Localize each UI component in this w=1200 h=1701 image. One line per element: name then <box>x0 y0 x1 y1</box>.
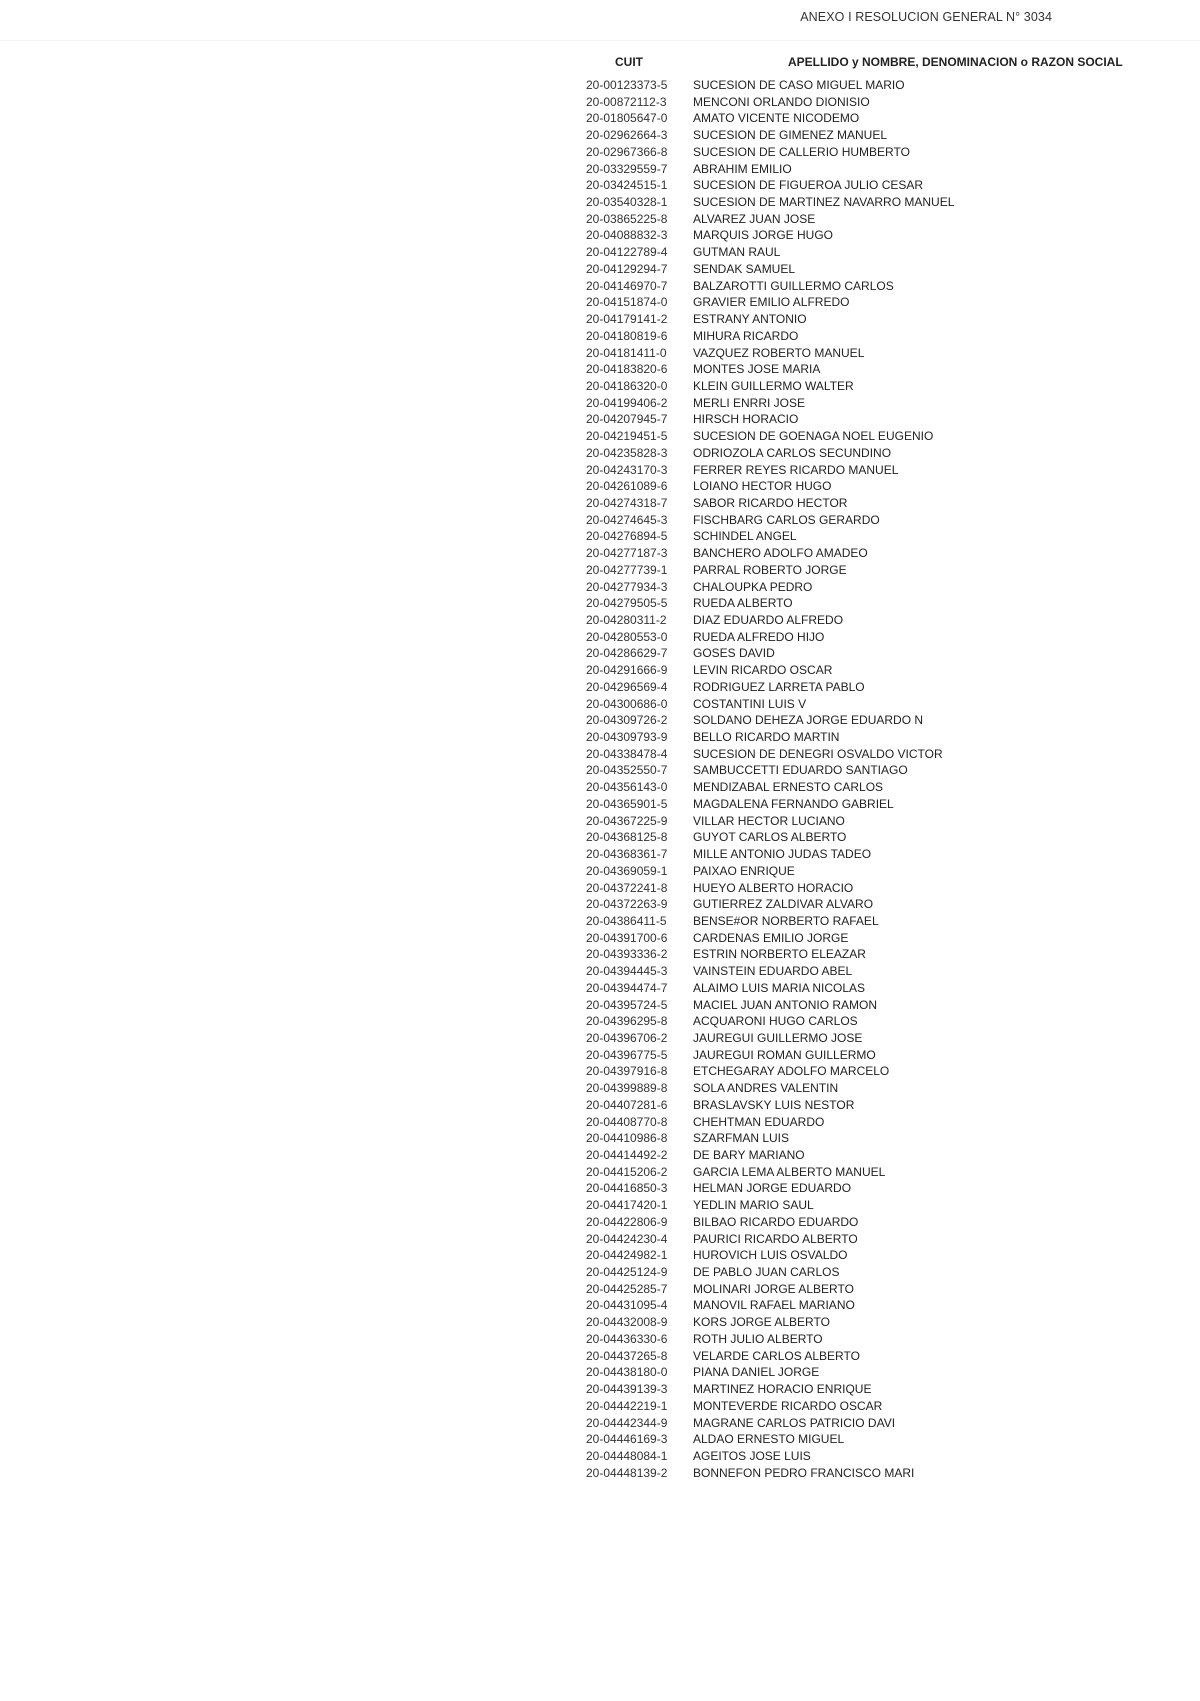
table-row <box>0 813 1200 830</box>
name-cell: BRASLAVSKY LUIS NESTOR <box>693 1097 855 1112</box>
name-cell: SABOR RICARDO HECTOR <box>693 495 848 510</box>
cuit-cell: 20-04399889-8 <box>586 1081 668 1096</box>
name-cell: COSTANTINI LUIS V <box>693 696 807 711</box>
document-title: ANEXO I RESOLUCION GENERAL N° 3034 <box>800 10 1052 24</box>
table-row <box>0 1013 1200 1030</box>
name-cell: PIANA DANIEL JORGE <box>693 1365 820 1380</box>
name-cell: PARRAL ROBERTO JORGE <box>693 562 847 577</box>
cuit-cell: 20-04394474-7 <box>586 980 668 995</box>
name-cell: MIHURA RICARDO <box>693 328 799 343</box>
name-cell: KLEIN GUILLERMO WALTER <box>693 378 854 393</box>
cuit-cell: 20-04437265-8 <box>586 1348 668 1363</box>
name-cell: ODRIOZOLA CARLOS SECUNDINO <box>693 445 892 460</box>
name-cell: SUCESION DE CALLERIO HUMBERTO <box>693 144 910 159</box>
table-row <box>0 378 1200 395</box>
table-row <box>0 1231 1200 1248</box>
table-row <box>0 1147 1200 1164</box>
cuit-cell: 20-04179141-2 <box>586 312 668 327</box>
table-row <box>0 1063 1200 1080</box>
table-row <box>0 1398 1200 1415</box>
table-row <box>0 278 1200 295</box>
table-row <box>0 1465 1200 1482</box>
name-cell: ALDAO ERNESTO MIGUEL <box>693 1432 845 1447</box>
cuit-cell: 20-04180819-6 <box>586 328 668 343</box>
name-cell: DIAZ EDUARDO ALFREDO <box>693 613 844 627</box>
table-row <box>0 395 1200 412</box>
cuit-cell: 20-04372241-8 <box>586 880 668 895</box>
table-row <box>0 846 1200 863</box>
cuit-cell: 20-04436330-6 <box>586 1331 668 1346</box>
name-cell: BONNEFON PEDRO FRANCISCO MARI <box>693 1465 915 1480</box>
cuit-cell: 20-04424982-1 <box>586 1248 668 1263</box>
table-row <box>0 244 1200 261</box>
name-cell: VILLAR HECTOR LUCIANO <box>693 813 845 828</box>
cuit-cell: 20-04280553-0 <box>586 629 668 644</box>
table-row <box>0 1247 1200 1264</box>
cuit-cell: 20-01805647-0 <box>586 111 668 126</box>
header-divider <box>0 40 1200 41</box>
name-cell: HUROVICH LUIS OSVALDO <box>693 1248 848 1263</box>
cuit-cell: 20-04277187-3 <box>586 546 668 561</box>
name-cell: AMATO VICENTE NICODEMO <box>693 111 860 126</box>
name-cell: LEVIN RICARDO OSCAR <box>693 663 833 678</box>
name-cell: MOLINARI JORGE ALBERTO <box>693 1281 854 1296</box>
name-cell: MENDIZABAL ERNESTO CARLOS <box>693 780 884 795</box>
cuit-cell: 20-04338478-4 <box>586 746 668 761</box>
table-row <box>0 1281 1200 1298</box>
cuit-cell: 20-04181411-0 <box>586 345 667 360</box>
cuit-cell: 20-04396775-5 <box>586 1047 668 1062</box>
cuit-cell: 20-02962664-3 <box>586 128 668 143</box>
name-cell: MERLI ENRRI JOSE <box>693 395 806 410</box>
name-cell: ESTRIN NORBERTO ELEAZAR <box>693 947 866 962</box>
cuit-cell: 20-04277934-3 <box>586 579 668 594</box>
table-row <box>0 629 1200 646</box>
name-cell: BELLO RICARDO MARTIN <box>693 730 840 745</box>
name-cell: MONTEVERDE RICARDO OSCAR <box>693 1398 883 1413</box>
cuit-cell: 20-04408770-8 <box>586 1114 668 1129</box>
cuit-cell: 20-04394445-3 <box>586 964 668 979</box>
cuit-cell: 20-04356143-0 <box>586 780 668 795</box>
table-row <box>0 110 1200 127</box>
name-cell: VELARDE CARLOS ALBERTO <box>693 1348 860 1363</box>
table-row <box>0 1314 1200 1331</box>
table-row <box>0 612 1200 629</box>
name-cell: SUCESION DE GIMENEZ MANUEL <box>693 128 888 143</box>
cuit-cell: 20-04395724-5 <box>586 997 668 1012</box>
name-cell: GUTIERREZ ZALDIVAR ALVARO <box>693 897 874 912</box>
cuit-cell: 20-04367225-9 <box>586 813 668 828</box>
table-row <box>0 729 1200 746</box>
column-header-name: APELLIDO y NOMBRE, DENOMINACION o RAZON SOCIAL <box>788 55 1123 69</box>
name-cell: PAURICI RICARDO ALBERTO <box>693 1231 858 1246</box>
table-row <box>0 144 1200 161</box>
table-row <box>0 1114 1200 1131</box>
table-row <box>0 1097 1200 1114</box>
table-row <box>0 328 1200 345</box>
cuit-cell: 20-04296569-4 <box>586 679 668 694</box>
table-row <box>0 796 1200 813</box>
table-row <box>0 495 1200 512</box>
name-cell: BALZAROTTI GUILLERMO CARLOS <box>693 278 894 293</box>
cuit-cell: 20-02967366-8 <box>586 144 668 159</box>
name-cell: ACQUARONI HUGO CARLOS <box>693 1014 858 1029</box>
table-row <box>0 913 1200 930</box>
cuit-cell: 20-04186320-0 <box>586 378 668 393</box>
table-row <box>0 345 1200 362</box>
table-row <box>0 1264 1200 1281</box>
table-row <box>0 997 1200 1014</box>
cuit-cell: 20-04277739-1 <box>586 562 668 577</box>
cuit-cell: 20-04183820-6 <box>586 362 668 377</box>
name-cell: YEDLIN MARIO SAUL <box>693 1198 814 1213</box>
table-row <box>0 645 1200 662</box>
cuit-cell: 20-04300686-0 <box>586 696 668 711</box>
cuit-cell: 20-00123373-5 <box>586 78 668 92</box>
name-cell: HELMAN JORGE EDUARDO <box>693 1181 852 1196</box>
cuit-cell: 20-04448084-1 <box>586 1448 668 1463</box>
table-row <box>0 445 1200 462</box>
cuit-cell: 20-04352550-7 <box>586 763 668 778</box>
cuit-cell: 20-04425285-7 <box>586 1281 668 1296</box>
table-row <box>0 545 1200 562</box>
table-row <box>0 1180 1200 1197</box>
cuit-cell: 20-04432008-9 <box>586 1315 668 1330</box>
name-cell: GRAVIER EMILIO ALFREDO <box>693 295 850 310</box>
cuit-cell: 20-04122789-4 <box>586 245 668 260</box>
name-cell: RODRIGUEZ LARRETA PABLO <box>693 679 865 694</box>
table-row <box>0 679 1200 696</box>
name-cell: BILBAO RICARDO EDUARDO <box>693 1214 859 1229</box>
table-row <box>0 512 1200 529</box>
name-cell: SAMBUCCETTI EDUARDO SANTIAGO <box>693 763 908 778</box>
cuit-cell: 20-04414492-2 <box>586 1148 668 1162</box>
name-cell: MILLE ANTONIO JUDAS TADEO <box>693 847 872 862</box>
name-cell: RUEDA ALBERTO <box>693 596 793 611</box>
table-row <box>0 1164 1200 1181</box>
table-row <box>0 829 1200 846</box>
table-row <box>0 562 1200 579</box>
table-row <box>0 261 1200 278</box>
name-cell: PAIXAO ENRIQUE <box>693 863 795 878</box>
cuit-cell: 20-04417420-1 <box>586 1198 668 1213</box>
table-row <box>0 1197 1200 1214</box>
cuit-cell: 20-04369059-1 <box>586 863 668 878</box>
name-cell: MAGRANE CARLOS PATRICIO DAVI <box>693 1415 896 1430</box>
name-cell: FERRER REYES RICARDO MANUEL <box>693 462 899 477</box>
cuit-cell: 20-04416850-3 <box>586 1181 668 1196</box>
table-row <box>0 712 1200 729</box>
cuit-cell: 20-04368361-7 <box>586 847 668 862</box>
name-cell: ESTRANY ANTONIO <box>693 312 807 327</box>
cuit-cell: 20-04280311-2 <box>586 613 667 627</box>
cuit-cell: 20-04391700-6 <box>586 930 668 945</box>
table-row <box>0 311 1200 328</box>
name-cell: MARQUIS JORGE HUGO <box>693 228 834 243</box>
table-row <box>0 946 1200 963</box>
name-cell: DE BARY MARIANO <box>693 1148 805 1162</box>
table-row <box>0 1030 1200 1047</box>
cuit-cell: 20-03540328-1 <box>586 195 668 210</box>
name-cell: JAUREGUI ROMAN GUILLERMO <box>693 1047 876 1062</box>
table-row <box>0 462 1200 479</box>
cuit-cell: 20-04393336-2 <box>586 947 668 962</box>
table-row <box>0 696 1200 713</box>
name-cell: SUCESION DE MARTINEZ NAVARRO MANUEL <box>693 195 955 210</box>
table-row <box>0 746 1200 763</box>
table-row <box>0 980 1200 997</box>
cuit-cell: 20-04276894-5 <box>586 529 668 544</box>
name-cell: SCHINDEL ANGEL <box>693 529 797 544</box>
cuit-cell: 20-04261089-6 <box>586 479 668 494</box>
cuit-cell: 20-04368125-8 <box>586 830 668 845</box>
name-cell: HUEYO ALBERTO HORACIO <box>693 880 854 895</box>
cuit-cell: 20-04396706-2 <box>586 1030 668 1045</box>
cuit-cell: 20-03424515-1 <box>586 178 668 193</box>
table-row <box>0 1381 1200 1398</box>
cuit-cell: 20-04129294-7 <box>586 261 668 276</box>
table-row <box>0 161 1200 178</box>
cuit-cell: 20-04309793-9 <box>586 730 668 745</box>
name-cell: SUCESION DE CASO MIGUEL MARIO <box>693 78 905 92</box>
name-cell: BANCHERO ADOLFO AMADEO <box>693 546 868 561</box>
name-cell: ABRAHIM EMILIO <box>693 161 792 176</box>
cuit-cell: 20-04243170-3 <box>586 462 668 477</box>
name-cell: GARCIA LEMA ALBERTO MANUEL <box>693 1164 886 1179</box>
cuit-cell: 20-04151874-0 <box>586 295 668 310</box>
table-row <box>0 361 1200 378</box>
table-row <box>0 963 1200 980</box>
cuit-cell: 20-04365901-5 <box>586 796 668 811</box>
cuit-cell: 20-04442344-9 <box>586 1415 668 1430</box>
cuit-cell: 20-04438180-0 <box>586 1365 668 1380</box>
name-cell: MONTES JOSE MARIA <box>693 362 821 377</box>
name-cell: VAZQUEZ ROBERTO MANUEL <box>693 345 865 360</box>
name-cell: ROTH JULIO ALBERTO <box>693 1331 823 1346</box>
name-cell: SENDAK SAMUEL <box>693 261 796 276</box>
table-row <box>0 1415 1200 1432</box>
table-row <box>0 294 1200 311</box>
table-row <box>0 177 1200 194</box>
name-cell: SUCESION DE GOENAGA NOEL EUGENIO <box>693 429 934 444</box>
table-row <box>0 1431 1200 1448</box>
cuit-cell: 20-04424230-4 <box>586 1231 668 1246</box>
table-row <box>0 880 1200 897</box>
cuit-cell: 20-04286629-7 <box>586 646 668 661</box>
name-cell: FISCHBARG CARLOS GERARDO <box>693 512 880 527</box>
table-row <box>0 428 1200 445</box>
table-row <box>0 595 1200 612</box>
table-row <box>0 779 1200 796</box>
table-row <box>0 1214 1200 1231</box>
name-cell: JAUREGUI GUILLERMO JOSE <box>693 1030 863 1045</box>
cuit-cell: 20-04410986-8 <box>586 1131 668 1146</box>
cuit-cell: 20-04415206-2 <box>586 1164 668 1179</box>
cuit-cell: 20-04439139-3 <box>586 1382 668 1397</box>
table-row <box>0 411 1200 428</box>
cuit-cell: 20-04279505-5 <box>586 596 668 611</box>
cuit-cell: 20-04442219-1 <box>586 1398 668 1413</box>
table-row <box>0 662 1200 679</box>
cuit-cell: 20-03865225-8 <box>586 211 668 226</box>
cuit-cell: 20-04274645-3 <box>586 512 668 527</box>
cuit-cell: 20-04448139-2 <box>586 1465 668 1480</box>
name-cell: GUYOT CARLOS ALBERTO <box>693 830 847 845</box>
table-row <box>0 579 1200 596</box>
table-row <box>0 896 1200 913</box>
table-row <box>0 194 1200 211</box>
table-row <box>0 478 1200 495</box>
name-cell: GOSES DAVID <box>693 646 775 661</box>
cuit-cell: 20-04446169-3 <box>586 1432 668 1447</box>
cuit-cell: 20-04407281-6 <box>586 1097 668 1112</box>
cuit-cell: 20-04146970-7 <box>586 278 668 293</box>
table-row <box>0 1448 1200 1465</box>
cuit-cell: 20-04219451-5 <box>586 429 668 444</box>
name-cell: CHEHTMAN EDUARDO <box>693 1114 825 1129</box>
name-cell: CARDENAS EMILIO JORGE <box>693 930 849 945</box>
name-cell: ETCHEGARAY ADOLFO MARCELO <box>693 1064 890 1079</box>
cuit-cell: 20-04386411-5 <box>586 913 667 928</box>
name-cell: CHALOUPKA PEDRO <box>693 579 813 594</box>
cuit-cell: 20-04207945-7 <box>586 412 668 427</box>
cuit-cell: 20-04088832-3 <box>586 228 668 243</box>
table-row <box>0 863 1200 880</box>
name-cell: SUCESION DE FIGUEROA JULIO CESAR <box>693 178 924 193</box>
name-cell: AGEITOS JOSE LUIS <box>693 1448 811 1463</box>
cuit-cell: 20-04199406-2 <box>586 395 668 410</box>
table-row <box>0 930 1200 947</box>
name-cell: VAINSTEIN EDUARDO ABEL <box>693 964 853 979</box>
name-cell: MENCONI ORLANDO DIONISIO <box>693 94 870 109</box>
table-row <box>0 1080 1200 1097</box>
cuit-cell: 20-04372263-9 <box>586 897 668 912</box>
name-cell: MANOVIL RAFAEL MARIANO <box>693 1298 855 1313</box>
table-row <box>0 528 1200 545</box>
name-cell: SOLDANO DEHEZA JORGE EDUARDO N <box>693 713 924 728</box>
name-cell: HIRSCH HORACIO <box>693 412 799 427</box>
table-row <box>0 127 1200 144</box>
table-row <box>0 1297 1200 1314</box>
cuit-cell: 20-00872112-3 <box>586 94 667 109</box>
table-row <box>0 1331 1200 1348</box>
cuit-cell: 20-03329559-7 <box>586 161 668 176</box>
table-row <box>0 1047 1200 1064</box>
cuit-cell: 20-04425124-9 <box>586 1265 668 1280</box>
table-row <box>0 1348 1200 1365</box>
cuit-cell: 20-04397916-8 <box>586 1064 668 1079</box>
table-row <box>0 1130 1200 1147</box>
taxpayer-table <box>0 77 1200 1481</box>
cuit-cell: 20-04396295-8 <box>586 1014 668 1029</box>
table-row <box>0 762 1200 779</box>
name-cell: ALAIMO LUIS MARIA NICOLAS <box>693 980 866 995</box>
cuit-cell: 20-04422806-9 <box>586 1214 668 1229</box>
name-cell: RUEDA ALFREDO HIJO <box>693 629 825 644</box>
name-cell: ALVAREZ JUAN JOSE <box>693 211 816 226</box>
name-cell: MAGDALENA FERNANDO GABRIEL <box>693 796 894 811</box>
column-header-cuit: CUIT <box>615 55 643 69</box>
cuit-cell: 20-04291666-9 <box>586 663 668 678</box>
name-cell: SZARFMAN LUIS <box>693 1131 790 1146</box>
table-row <box>0 227 1200 244</box>
table-row <box>0 77 1200 94</box>
name-cell: BENSE#OR NORBERTO RAFAEL <box>693 913 879 928</box>
name-cell: SOLA ANDRES VALENTIN <box>693 1081 839 1096</box>
cuit-cell: 20-04431095-4 <box>586 1298 668 1313</box>
table-row <box>0 1364 1200 1381</box>
name-cell: KORS JORGE ALBERTO <box>693 1315 830 1330</box>
cuit-cell: 20-04274318-7 <box>586 495 668 510</box>
name-cell: MARTINEZ HORACIO ENRIQUE <box>693 1382 872 1397</box>
table-row <box>0 211 1200 228</box>
table-row <box>0 94 1200 111</box>
name-cell: MACIEL JUAN ANTONIO RAMON <box>693 997 878 1012</box>
cuit-cell: 20-04235828-3 <box>586 445 668 460</box>
cuit-cell: 20-04309726-2 <box>586 713 668 728</box>
name-cell: DE PABLO JUAN CARLOS <box>693 1265 840 1280</box>
name-cell: SUCESION DE DENEGRI OSVALDO VICTOR <box>693 746 943 761</box>
name-cell: GUTMAN RAUL <box>693 245 781 260</box>
name-cell: LOIANO HECTOR HUGO <box>693 479 832 494</box>
